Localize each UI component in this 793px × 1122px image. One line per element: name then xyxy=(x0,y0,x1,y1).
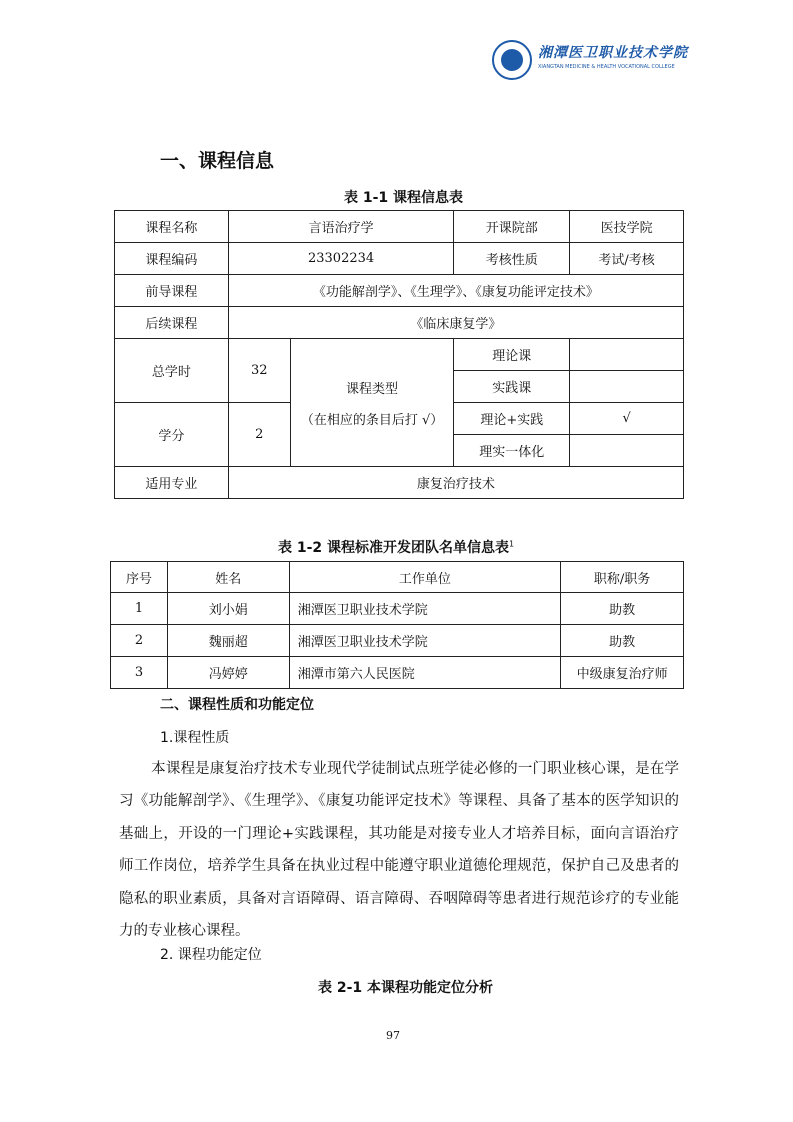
course-code-label: 课程编码 xyxy=(115,243,229,275)
hours-value: 32 xyxy=(228,339,290,403)
cell-index: 3 xyxy=(111,657,168,689)
type-name: 理论+实践 xyxy=(454,403,570,435)
assess-label: 考核性质 xyxy=(454,243,570,275)
col-header: 工作单位 xyxy=(289,562,561,593)
team-table xyxy=(110,561,684,689)
type-mark xyxy=(570,339,684,371)
table-row xyxy=(111,657,684,689)
hours-label: 总学时 xyxy=(115,339,229,403)
paragraph-text: 本课程是康复治疗技术专业现代学徒制试点班学徒必修的一门职业核心课，是在学习《功能解剖学》、《生理学》、《康复功能评定技术》等课程、具备了基本的医学知识的基础上，开设的一门理论+实践课程，其功能是对接专业人才培养目标，面向言语治疗师工作岗位，培养学生具备在执业过程中能遵守职业道德伦理规范，保护自己及患者的隐私的职业素质，具备对言语障碍、语言障碍、吞咽障碍等患者进行规范诊疗的专业能力的专业核心课程。 xyxy=(119,761,679,940)
cell-title: 助教 xyxy=(561,593,684,625)
cell-name: 刘小娟 xyxy=(167,593,289,625)
course-type-label: 课程类型 xyxy=(346,381,399,397)
page-number: 97 xyxy=(386,1029,400,1042)
major-label: 适用专业 xyxy=(115,467,229,499)
table2-caption-text: 表 1-2 课程标准开发团队名单信息表 xyxy=(278,540,510,556)
table-row xyxy=(111,593,684,625)
college-emblem-icon xyxy=(492,40,532,80)
course-nature-paragraph xyxy=(119,753,679,947)
followup-label: 后续课程 xyxy=(115,307,229,339)
table1-caption: 表 1-1 课程信息表 xyxy=(344,190,464,206)
col-header: 姓名 xyxy=(167,562,289,593)
cell-name: 冯婷婷 xyxy=(167,657,289,689)
assess-value: 考试/考核 xyxy=(570,243,684,275)
table3-caption: 表 2-1 本课程功能定位分析 xyxy=(318,980,494,996)
subsection-course-function: 2. 课程功能定位 xyxy=(160,947,262,963)
course-name-value: 言语治疗学 xyxy=(228,211,454,243)
type-name: 理实一体化 xyxy=(454,435,570,467)
course-type-hint: （在相应的条目后打 √） xyxy=(300,412,444,428)
table-header-row xyxy=(111,562,684,593)
cell-index: 2 xyxy=(111,625,168,657)
college-logo xyxy=(492,38,688,84)
cell-index: 1 xyxy=(111,593,168,625)
subsection-course-nature: 1.课程性质 xyxy=(160,730,230,746)
credit-label: 学分 xyxy=(115,403,229,467)
cell-unit: 湘潭市第六人民医院 xyxy=(289,657,561,689)
logo-english-name: XIANGTAN MEDICINE & HEALTH VOCATIONAL COLLEGE xyxy=(538,64,675,70)
logo-chinese-name: 湘潭医卫职业技术学院 xyxy=(538,45,688,61)
type-name: 实践课 xyxy=(454,371,570,403)
cell-title: 中级康复治疗师 xyxy=(561,657,684,689)
table2-caption xyxy=(278,537,514,557)
cell-name: 魏丽超 xyxy=(167,625,289,657)
followup-value: 《临床康复学》 xyxy=(228,307,683,339)
col-header: 职称/职务 xyxy=(561,562,684,593)
cell-title: 助教 xyxy=(561,625,684,657)
dept-value: 医技学院 xyxy=(570,211,684,243)
table-row xyxy=(111,625,684,657)
section2-title: 二、课程性质和功能定位 xyxy=(160,697,314,713)
dept-label: 开课院部 xyxy=(454,211,570,243)
type-name: 理论课 xyxy=(454,339,570,371)
footnote-mark: 1 xyxy=(509,539,515,549)
type-mark xyxy=(570,371,684,403)
cell-unit: 湘潭医卫职业技术学院 xyxy=(289,593,561,625)
prereq-label: 前导课程 xyxy=(115,275,229,307)
course-name-label: 课程名称 xyxy=(115,211,229,243)
cell-unit: 湘潭医卫职业技术学院 xyxy=(289,625,561,657)
course-type-cell xyxy=(290,339,454,467)
credit-value: 2 xyxy=(228,403,290,467)
major-value: 康复治疗技术 xyxy=(228,467,683,499)
prereq-value: 《功能解剖学》、《生理学》、《康复功能评定技术》 xyxy=(228,275,683,307)
col-header: 序号 xyxy=(111,562,168,593)
course-code-value: 23302234 xyxy=(228,243,454,275)
type-mark xyxy=(570,435,684,467)
type-mark: √ xyxy=(570,403,684,435)
course-info-table xyxy=(114,210,684,499)
section1-title: 一、课程信息 xyxy=(160,150,275,172)
